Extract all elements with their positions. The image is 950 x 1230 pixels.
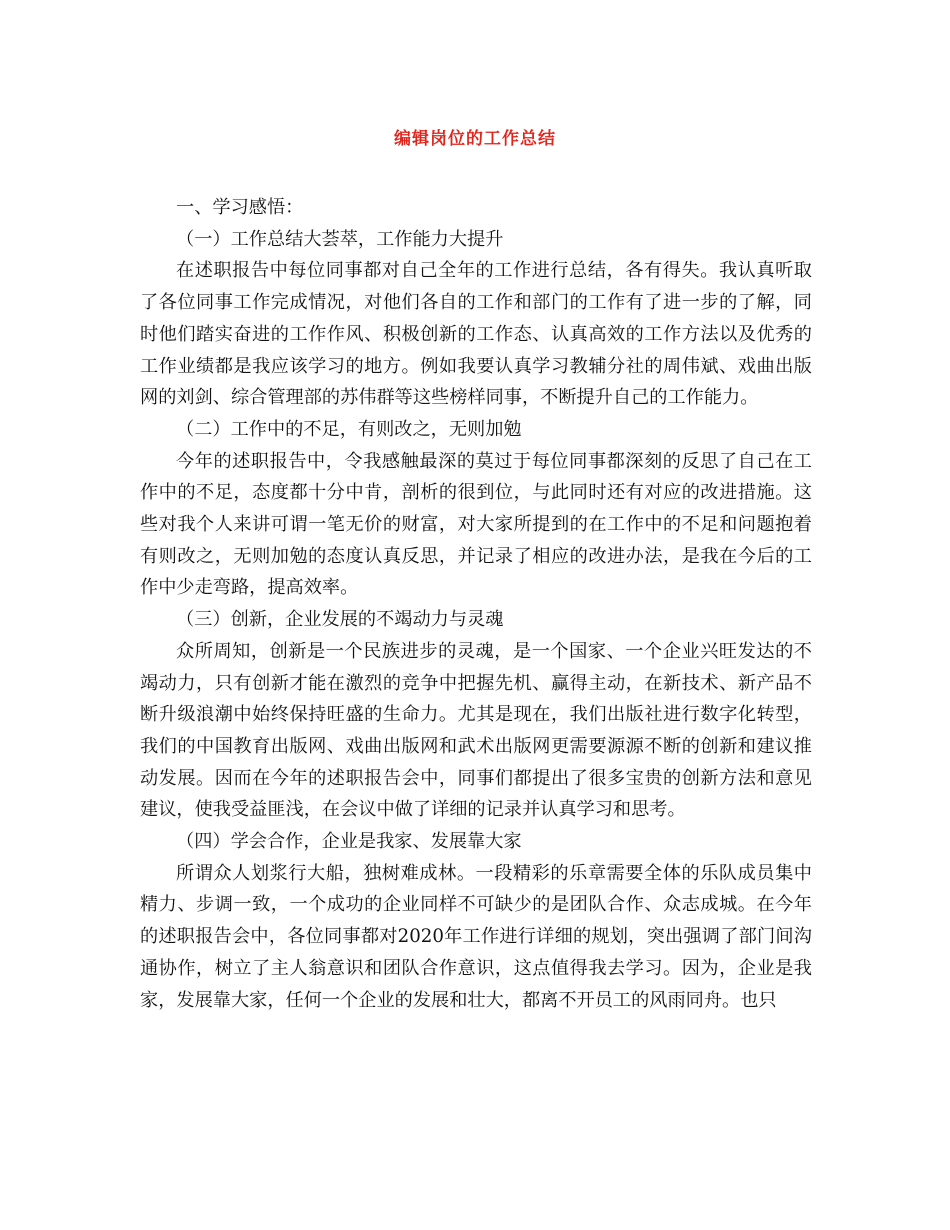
- subsection-heading-1: （一）工作总结大荟萃，工作能力大提升: [176, 228, 504, 250]
- subsection-heading-3: （三）创新，企业发展的不竭动力与灵魂: [176, 609, 504, 631]
- paragraph-4: 所谓众人划浆行大船，独树难成林。一段精彩的乐章需要全体的乐队成员集中精力、步调一致，一个成功的企业同样不可缺少的是团队合作、众志成城。在今年的述职报告会中，各位同事都对2020年工作进行详细的规划，突出强调了部门间沟通协作，树立了主人翁意识和团队合作意识，这点值得我去学习。因为，企业是我家，发展靠大家，任何一个企业的发展和壮大，都离不开员工的风雨同舟。也只: [140, 862, 812, 1011]
- paragraph-3: 众所周知，创新是一个民族进步的灵魂，是一个国家、一个企业兴旺发达的不竭动力，只有创新才能在激烈的竞争中把握先机、赢得主动，在新技术、新产品不断升级浪潮中始终保持旺盛的生命力。尤其是现在，我们出版社进行数字化转型，我们的中国教育出版网、戏曲出版网和武术出版网更需要源源不断的创新和建议推动发展。因而在今年的述职报告会中，同事们都提出了很多宝贵的创新方法和意见建议，使我受益匪浅，在会议中做了详细的记录并认真学习和思考。: [140, 640, 812, 821]
- subsection-heading-4: （四）学会合作，企业是我家、发展靠大家: [176, 831, 522, 853]
- paragraph-2: 今年的述职报告中，令我感触最深的莫过于每位同事都深刻的反思了自己在工作中的不足，态度都十分中肯，剖析的很到位，与此同时还有对应的改进措施。这些对我个人来讲可谓一笔无价的财富，对大家所提到的在工作中的不足和问题抱着有则改之，无则加勉的态度认真反思，并记录了相应的改进办法，是我在今后的工作中少走弯路，提高效率。: [140, 450, 812, 599]
- paragraph-1: 在述职报告中每位同事都对自己全年的工作进行总结，各有得失。我认真听取了各位同事工作完成情况，对他们各自的工作和部门的工作有了进一步的了解，同时他们踏实奋进的工作作风、积极创新的工作态、认真高效的工作方法以及优秀的工作业绩都是我应该学习的地方。例如我要认真学习教辅分社的周伟斌、戏曲出版网的刘剑、综合管理部的苏伟群等这些榜样同事，不断提升自己的工作能力。: [140, 260, 812, 409]
- document-body: [140, 192, 812, 1016]
- subsection-heading-2: （二）工作中的不足，有则改之，无则加勉: [176, 418, 522, 440]
- section-heading: 一、学习感悟：: [176, 197, 304, 218]
- document-title: 编辑岗位的工作总结: [394, 129, 556, 149]
